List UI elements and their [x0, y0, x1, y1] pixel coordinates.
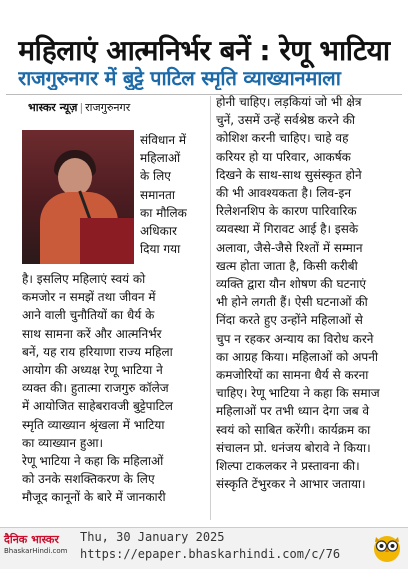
article-line: स्वयं को साबित करेंगी। कार्यक्रम का: [216, 422, 371, 437]
article-line: संस्कृति टेंभुरकर ने आभार जताया।: [216, 477, 366, 492]
article-line: कमजोरियों का सामना धैर्य से करना: [216, 368, 369, 383]
brand-name: दैनिक भास्कर: [4, 533, 59, 546]
article-line: चुप न रहकर अन्याय का विरोध करने: [216, 331, 374, 346]
dateline: [28, 100, 130, 115]
article-line: व्यक्ति द्वारा यौन शोषण की घटनाएं: [216, 277, 367, 292]
article-line: को उनके सशक्तिकरण के लिए: [22, 472, 155, 487]
article-line: व्यक्त की। हुतात्मा राजगुरु कॉलेज: [22, 381, 169, 396]
photo-face: [58, 158, 92, 196]
footer-url[interactable]: https://epaper.bhaskarhindi.com/c/76: [80, 547, 341, 561]
brand-sub: BhaskarHindi.com: [4, 547, 68, 555]
article-line: रेणू भाटिया ने कहा कि महिलाओं: [22, 454, 164, 469]
article-line: करियर हो या परिवार, आकर्षक: [216, 149, 351, 164]
subheadline: राजगुरुनगर में बुट्टे पाटिल स्मृति व्याख्यानमाला: [18, 65, 341, 90]
article-line: होनी चाहिए। लड़कियां जो भी क्षेत्र: [216, 95, 362, 109]
article-line: अधिकार: [140, 224, 177, 239]
article-line: मौजूद कानूनों के बारे में जानकारी: [22, 490, 166, 505]
article-line: महिलाओं पर तभी ध्यान देगा जब वे: [216, 404, 370, 419]
article-line: के लिए: [140, 169, 171, 184]
article-line: आयोग की अध्यक्ष रेणू भाटिया ने: [22, 363, 163, 378]
article-line: अलावा, जैसे-जैसे रिश्तों में सम्मान: [216, 240, 363, 255]
article-line: का आग्रह किया। महिलाओं को अपनी: [216, 349, 378, 364]
article-line: का व्याख्यान हुआ।: [22, 435, 104, 450]
article-line: संविधान में: [140, 133, 187, 147]
article-column-right: [216, 93, 402, 493]
brand-logo[interactable]: [4, 532, 70, 562]
article-line: बनें, यह राय हरियाणा राज्य महिला: [22, 344, 173, 359]
article-line: की भी आवश्यकता है। लिव-इन: [216, 186, 352, 201]
article-line: व्यवस्था में गिरावट आई है। इसके: [216, 222, 359, 237]
article-column-left-narrow: [140, 131, 204, 258]
footer-date: Thu, 30 January 2025: [80, 530, 225, 544]
article-line: समानता: [140, 187, 176, 202]
headline: महिलाएं आत्मनिर्भर बनें : रेणू भाटिया: [18, 34, 390, 67]
article-line: भी होने लगती हैं। ऐसी घटनाओं की: [216, 295, 368, 310]
article-line: निंदा करते हुए उन्होंने महिलाओं से: [216, 313, 363, 328]
column-divider: [210, 96, 211, 520]
byline-location: राजगुरुनगर: [85, 101, 131, 114]
article-line: का मौलिक: [140, 205, 187, 220]
article-line: चुनें, उसमें उन्हें सर्वश्रेष्ठ करने की: [216, 113, 356, 128]
article-line: महिलाओं: [140, 151, 181, 166]
article-line: साथ सामना करें और आत्मनिर्भर: [22, 326, 162, 341]
speaker-photo: [22, 130, 134, 264]
article-line: दिखने के साथ-साथ सुसंस्कृत होने: [216, 167, 362, 182]
photo-podium: [80, 218, 134, 264]
article-line: चाहिए। रेणू भाटिया ने कहा कि समाज: [216, 386, 380, 401]
article-line: खत्म होता जाता है, किसी करीबी: [216, 258, 358, 273]
owl-icon: [372, 531, 402, 563]
article-line: संचालन प्रो. धनंजय बोरावे ने किया।: [216, 440, 371, 455]
byline-separator: |: [79, 101, 84, 114]
article-line: कमजोर न समझें तथा जीवन में: [22, 290, 156, 305]
article-line: शिल्पा टाकलकर ने प्रस्तावना की।: [216, 459, 360, 474]
article-line: रिलेशनशिप के कारण पारिवारिक: [216, 204, 357, 219]
article-column-left: [22, 270, 206, 507]
article-line: आने वाली चुनौतियों का धैर्य के: [22, 308, 155, 323]
article-line: है। इसलिए महिलाएं स्वयं को: [22, 272, 146, 286]
article-line: दिया गया: [140, 242, 181, 257]
article-line: में आयोजित साहेबरावजी बुट्टेपाटिल: [22, 399, 173, 414]
article-line: स्मृति व्याख्यान श्रृंखला में भाटिया: [22, 417, 165, 432]
article-line: कोशिश करनी चाहिए। चाहे वह: [216, 131, 349, 146]
byline-source: भास्कर न्यूज़: [28, 101, 78, 114]
